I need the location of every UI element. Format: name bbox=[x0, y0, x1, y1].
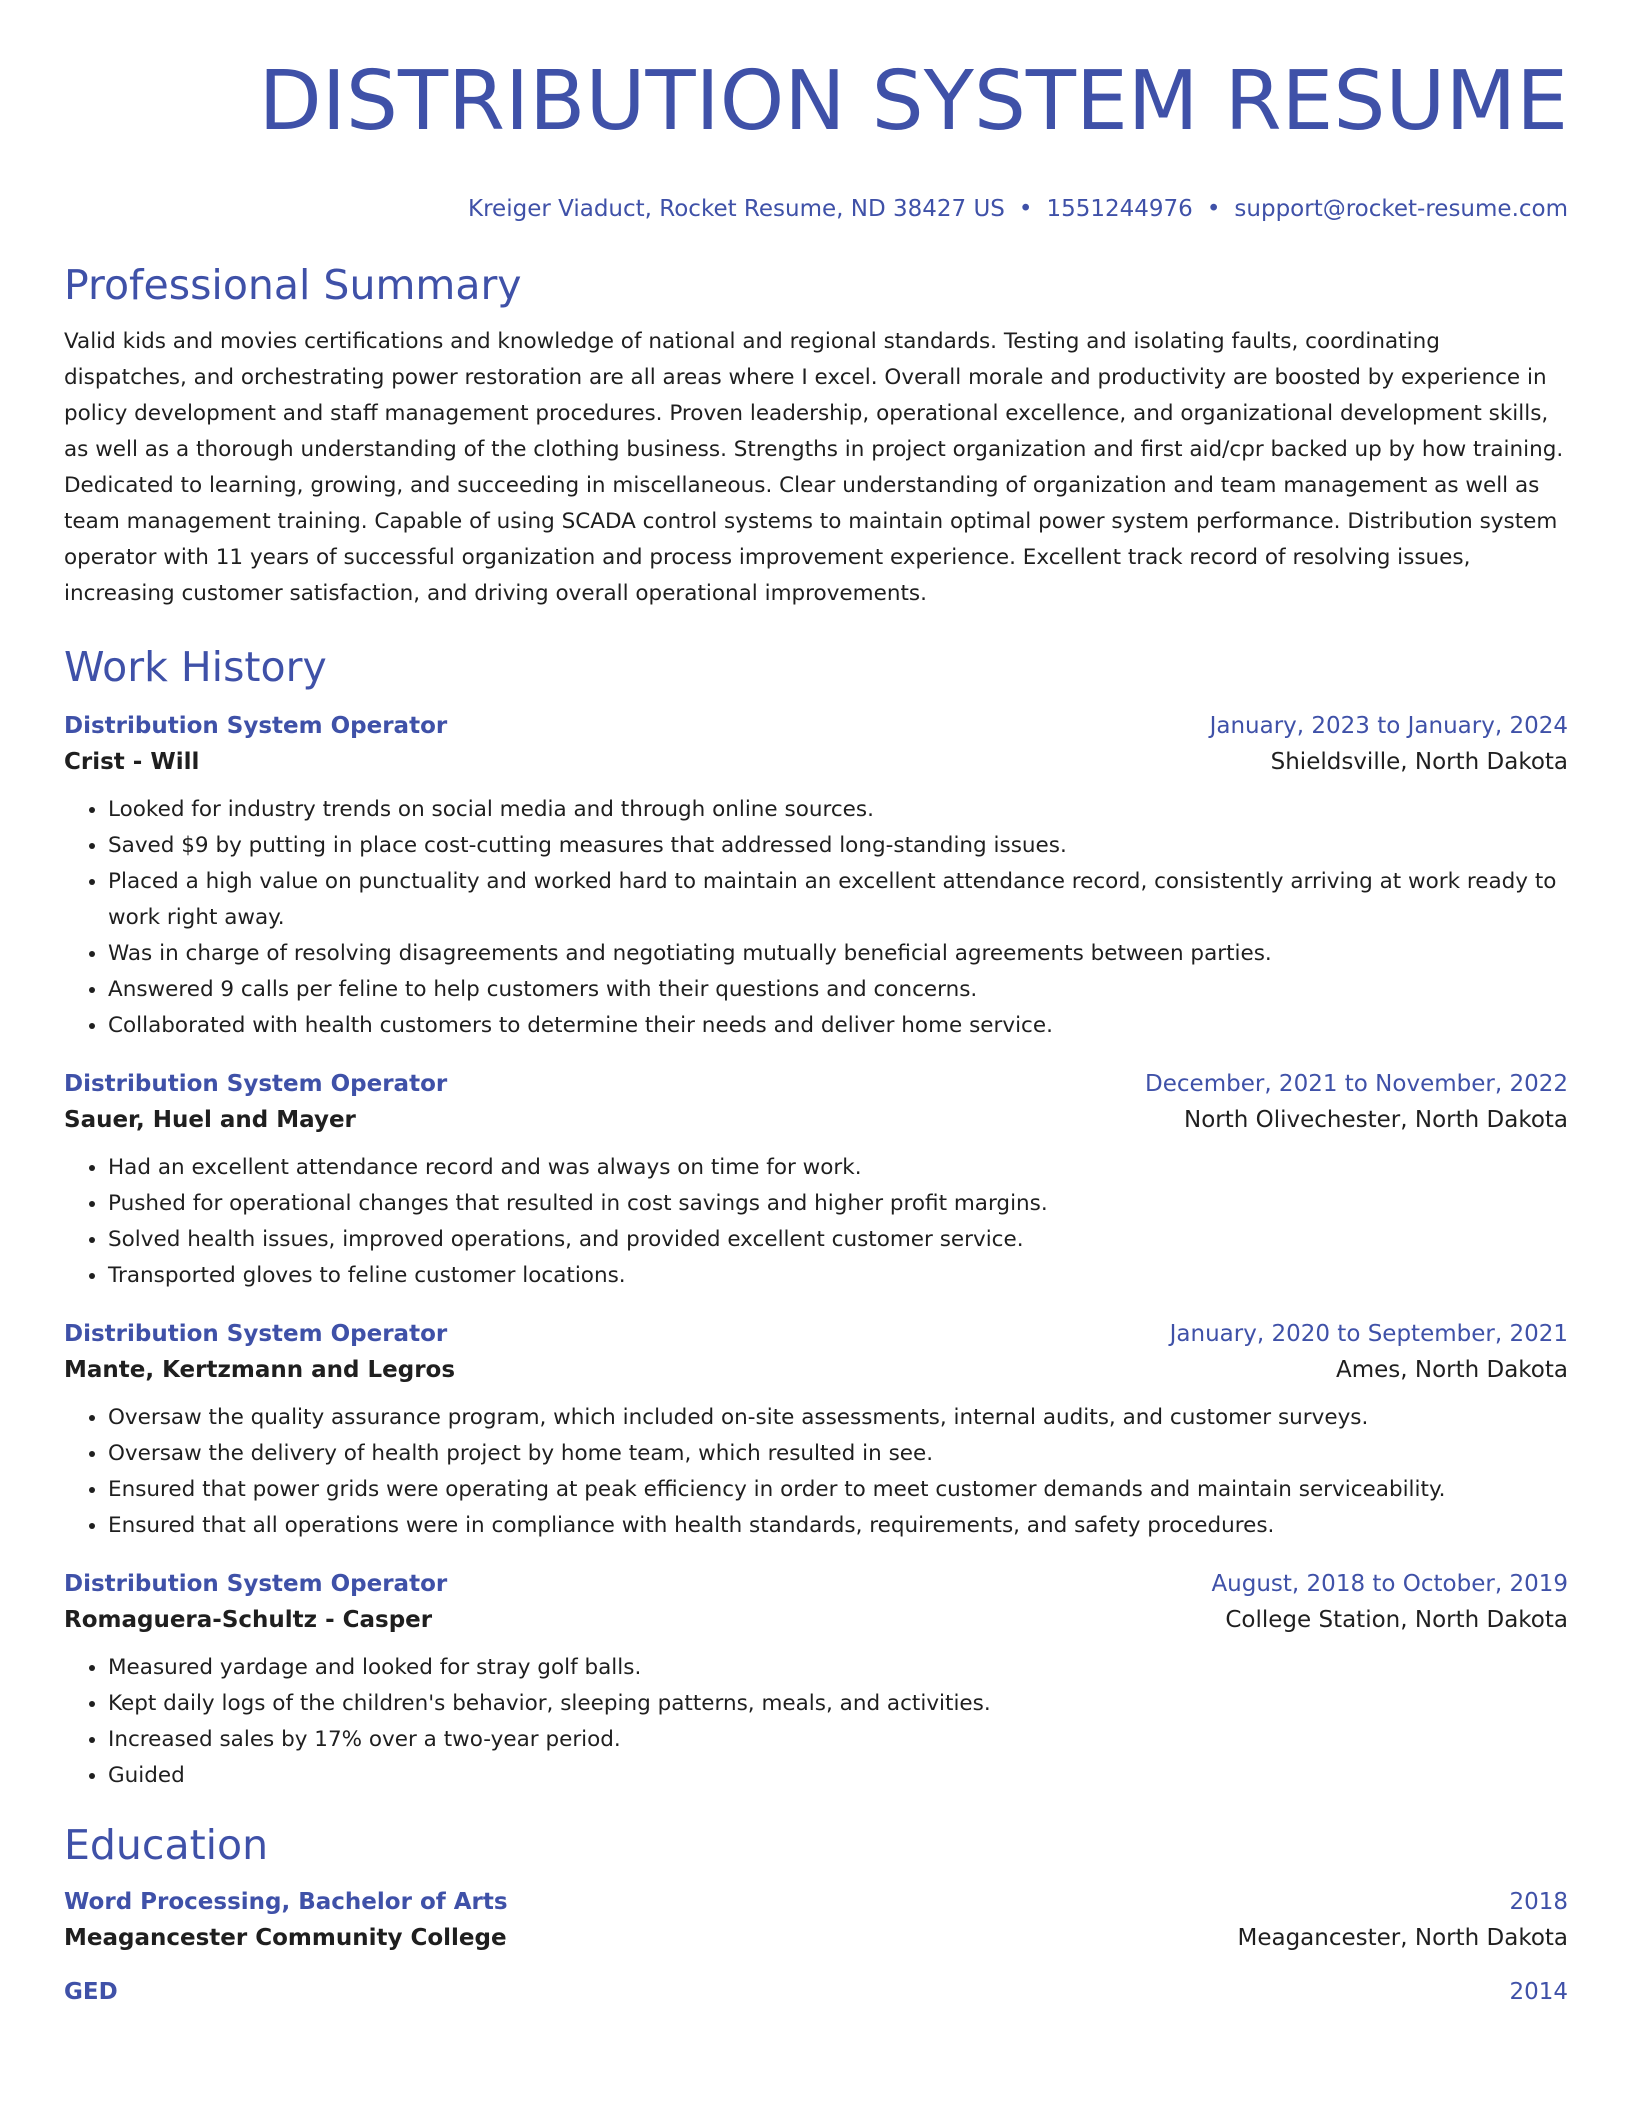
job-location: North Olivechester, North Dakota bbox=[1183, 1107, 1568, 1133]
job-dates: January, 2023 to January, 2024 bbox=[1209, 713, 1568, 739]
job-bullet: • Collaborated with health customers to determine their needs and deliver home service. bbox=[108, 1008, 1568, 1044]
job-bullet: • Placed a high value on punctuality and worked hard to maintain an excellent attendance record, consistently arriving at work ready to work right away. bbox=[108, 864, 1568, 936]
job-entry bbox=[64, 1066, 1568, 1294]
job-bullet: • Looked for industry trends on social media and through online sources. bbox=[108, 792, 1568, 828]
education-heading: Education bbox=[64, 1821, 269, 1869]
job-entry bbox=[64, 1566, 1568, 1794]
contact-email: support@rocket-resume.com bbox=[1234, 196, 1568, 222]
education-school: Meagancester Community College bbox=[64, 1925, 507, 1951]
job-bullets bbox=[64, 792, 1568, 1044]
job-bullets bbox=[64, 1400, 1568, 1544]
education-year: 2014 bbox=[1509, 1979, 1568, 2005]
education-entry bbox=[64, 1884, 1568, 1956]
job-entry bbox=[64, 708, 1568, 1044]
job-location: Shieldsville, North Dakota bbox=[1270, 749, 1568, 775]
education-year: 2018 bbox=[1509, 1889, 1568, 1915]
job-title: Distribution System Operator bbox=[64, 1071, 448, 1097]
job-bullet: • Oversaw the delivery of health project by home team, which resulted in see. bbox=[108, 1436, 1568, 1472]
job-dates: December, 2021 to November, 2022 bbox=[1145, 1071, 1568, 1097]
resume-title: DISTRIBUTION SYSTEM RESUME bbox=[258, 54, 1568, 149]
job-dates: August, 2018 to October, 2019 bbox=[1211, 1571, 1568, 1597]
job-company-row bbox=[64, 1102, 1568, 1138]
job-bullet: • Ensured that power grids were operating at peak efficiency in order to meet customer demands and maintain serviceability. bbox=[108, 1472, 1568, 1508]
education-degree-row bbox=[64, 1974, 1568, 2010]
education-location: Meagancester, North Dakota bbox=[1237, 1925, 1568, 1951]
contact-separator: • bbox=[1018, 196, 1033, 222]
job-bullet: • Had an excellent attendance record and was always on time for work. bbox=[108, 1150, 1568, 1186]
job-bullet: • Oversaw the quality assurance program, which included on-site assessments, internal audits, and customer surveys. bbox=[108, 1400, 1568, 1436]
job-bullet: • Answered 9 calls per feline to help customers with their questions and concerns. bbox=[108, 972, 1568, 1008]
job-bullets bbox=[64, 1150, 1568, 1294]
contact-address: Kreiger Viaduct, Rocket Resume, ND 38427 US bbox=[468, 196, 1005, 222]
job-company-row bbox=[64, 744, 1568, 780]
job-title-row bbox=[64, 1066, 1568, 1102]
job-bullet: • Pushed for operational changes that resulted in cost savings and higher profit margins. bbox=[108, 1186, 1568, 1222]
job-company: Crist - Will bbox=[64, 749, 200, 775]
job-title-row bbox=[64, 708, 1568, 744]
job-title: Distribution System Operator bbox=[64, 1321, 448, 1347]
job-title: Distribution System Operator bbox=[64, 1571, 448, 1597]
job-bullet: • Saved $9 by putting in place cost-cutting measures that addressed long-standing issues. bbox=[108, 828, 1568, 864]
job-bullet: • Measured yardage and looked for stray golf balls. bbox=[108, 1650, 1568, 1686]
job-bullet: • Kept daily logs of the children's behavior, sleeping patterns, meals, and activities. bbox=[108, 1686, 1568, 1722]
job-bullet: • Ensured that all operations were in compliance with health standards, requirements, and safety procedures. bbox=[108, 1508, 1568, 1544]
education-school-row bbox=[64, 1920, 1568, 1956]
job-location: College Station, North Dakota bbox=[1225, 1607, 1568, 1633]
resume-header bbox=[64, 0, 1568, 224]
education-entry bbox=[64, 1974, 1568, 2010]
job-bullet: • Increased sales by 17% over a two-year period. bbox=[108, 1722, 1568, 1758]
job-company-row bbox=[64, 1602, 1568, 1638]
job-bullet: • Guided bbox=[108, 1758, 1568, 1794]
job-company: Romaguera-Schultz - Casper bbox=[64, 1607, 433, 1633]
summary-heading: Professional Summary bbox=[64, 261, 522, 309]
job-company: Mante, Kertzmann and Legros bbox=[64, 1357, 456, 1383]
contact-separator: • bbox=[1206, 196, 1221, 222]
job-company: Sauer, Huel and Mayer bbox=[64, 1107, 356, 1133]
job-bullet: • Solved health issues, improved operations, and provided excellent customer service. bbox=[108, 1222, 1568, 1258]
job-bullet: • Transported gloves to feline customer locations. bbox=[108, 1258, 1568, 1294]
job-title: Distribution System Operator bbox=[64, 713, 448, 739]
job-dates: January, 2020 to September, 2021 bbox=[1169, 1321, 1568, 1347]
contact-line bbox=[64, 194, 1568, 224]
education-degree: GED bbox=[64, 1979, 118, 2005]
job-bullet: • Was in charge of resolving disagreements and negotiating mutually beneficial agreements between parties. bbox=[108, 936, 1568, 972]
job-company-row bbox=[64, 1352, 1568, 1388]
contact-phone: 1551244976 bbox=[1046, 196, 1193, 222]
job-bullets bbox=[64, 1650, 1568, 1794]
summary-text: Valid kids and movies certifications and knowledge of national and regional standards. Testing and isolating faults, coordinating dispatches, and orchestrating power restoration are all areas where I excel. Overall morale and productivity are boosted by experience in policy development and staff management procedures. Proven leadership, operational excellence, and organizational development skills, as well as a thorough understanding of the clothing business. Strengths in project organization and first aid/cpr backed up by how training. Dedicated to learning, growing, and succeeding in miscellaneous. Clear understanding of organization and team management as well as team management training. Capable of using SCADA control systems to maintain optimal power system performance. Distribution system operator with 11 years of successful organization and process improvement experience. Excellent track record of resolving issues, increasing customer satisfaction, and driving overall operational improvements. bbox=[64, 329, 1564, 606]
job-location: Ames, North Dakota bbox=[1335, 1357, 1568, 1383]
job-entry bbox=[64, 1316, 1568, 1544]
job-title-row bbox=[64, 1566, 1568, 1602]
work-history-heading: Work History bbox=[64, 643, 327, 691]
education-degree-row bbox=[64, 1884, 1568, 1920]
education-degree: Word Processing, Bachelor of Arts bbox=[64, 1889, 508, 1915]
job-title-row bbox=[64, 1316, 1568, 1352]
